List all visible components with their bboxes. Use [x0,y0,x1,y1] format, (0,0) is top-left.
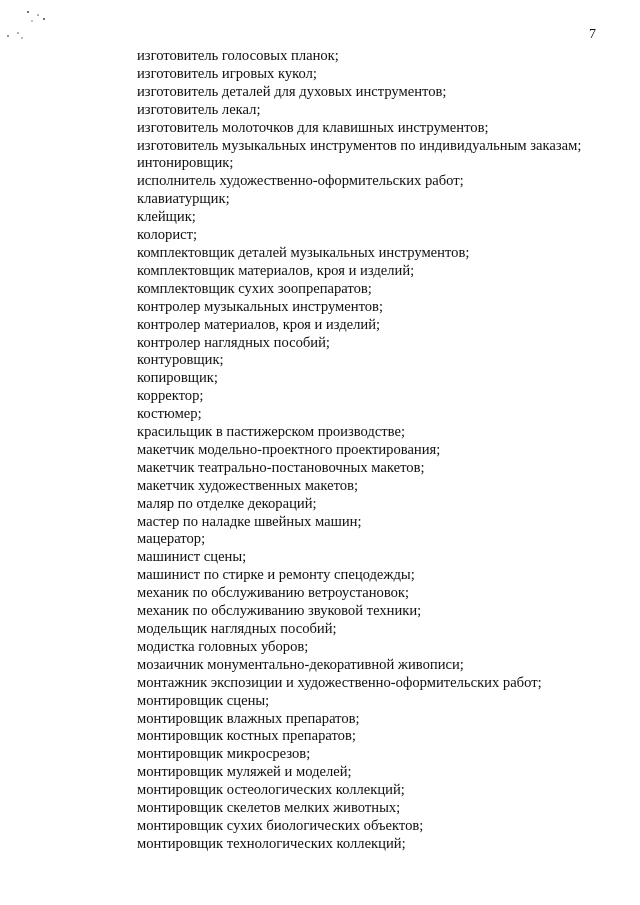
list-item: изготовитель голосовых планок; [137,48,339,64]
list-item: изготовитель молоточков для клавишных инструментов; [137,119,489,136]
list-item: комплектовщик материалов, кроя и изделий; [137,262,415,279]
list-item: монтировщик остеологических коллекций; [137,782,405,799]
list-item: интонировщик; [137,155,234,172]
list-item: монтировщик скелетов мелких животных; [137,800,401,817]
list-item: мозаичник монументально-декоративной живописи; [137,656,464,673]
page-number: 7 [589,27,596,42]
list-item: комплектовщик сухих зоопрепаратов; [137,280,372,297]
list-item: монтировщик сцены; [137,692,270,709]
list-item: изготовитель лекал; [137,101,261,118]
scan-artifact-specks [4,6,64,46]
list-item: изготовитель игровых кукол; [137,65,317,82]
list-item: костюмер; [137,406,202,423]
list-item: красильщик в пастижерском производстве; [137,424,406,441]
list-item: маляр по отделке декораций; [137,495,317,512]
list-item: контролер наглядных пособий; [137,334,330,351]
list-item: макетчик художественных макетов; [137,477,359,494]
list-item: клейщик; [137,209,196,226]
profession-list [0,48,640,854]
list-item: монтировщик муляжей и моделей; [137,764,352,781]
list-item: копировщик; [137,370,218,387]
list-item: монтажник экспозиции и художественно-оформительских работ; [137,674,542,691]
list-item: монтировщик микросрезов; [137,746,311,763]
list-item: изготовитель деталей для духовых инструментов; [137,83,447,100]
list-item: монтировщик технологических коллекций; [137,835,406,852]
list-item: мастер по наладке швейных машин; [137,513,362,530]
list-item: модистка головных уборов; [137,638,309,655]
list-item: контролер музыкальных инструментов; [137,298,384,315]
list-item: макетчик театрально-постановочных макетов; [137,459,425,476]
list-item: механик по обслуживанию звуковой техники; [137,603,422,620]
list-item: клавиатурщик; [137,191,230,208]
list-item: колорист; [137,227,198,244]
list-item: монтировщик влажных препаратов; [137,710,360,727]
list-item: макетчик модельно-проектного проектирования; [137,441,441,458]
list-item: модельщик наглядных пособий; [137,621,337,637]
list-item: машинист по стирке и ремонту спецодежды; [137,567,415,584]
list-item: машинист сцены; [137,549,247,566]
list-item: исполнитель художественно-оформительских работ; [137,173,464,190]
list-item: контролер материалов, кроя и изделий; [137,316,381,333]
list-item: комплектовщик деталей музыкальных инструментов; [137,244,470,261]
list-item: монтировщик сухих биологических объектов; [137,817,424,834]
list-item: изготовитель музыкальных инструментов по индивидуальным заказам; [137,137,582,154]
list-item: монтировщик костных препаратов; [137,728,356,745]
list-item: корректор; [137,388,204,405]
list-item: механик по обслуживанию ветроустановок; [137,585,410,602]
list-item: мацератор; [137,531,206,548]
list-item: контуровщик; [137,352,224,369]
